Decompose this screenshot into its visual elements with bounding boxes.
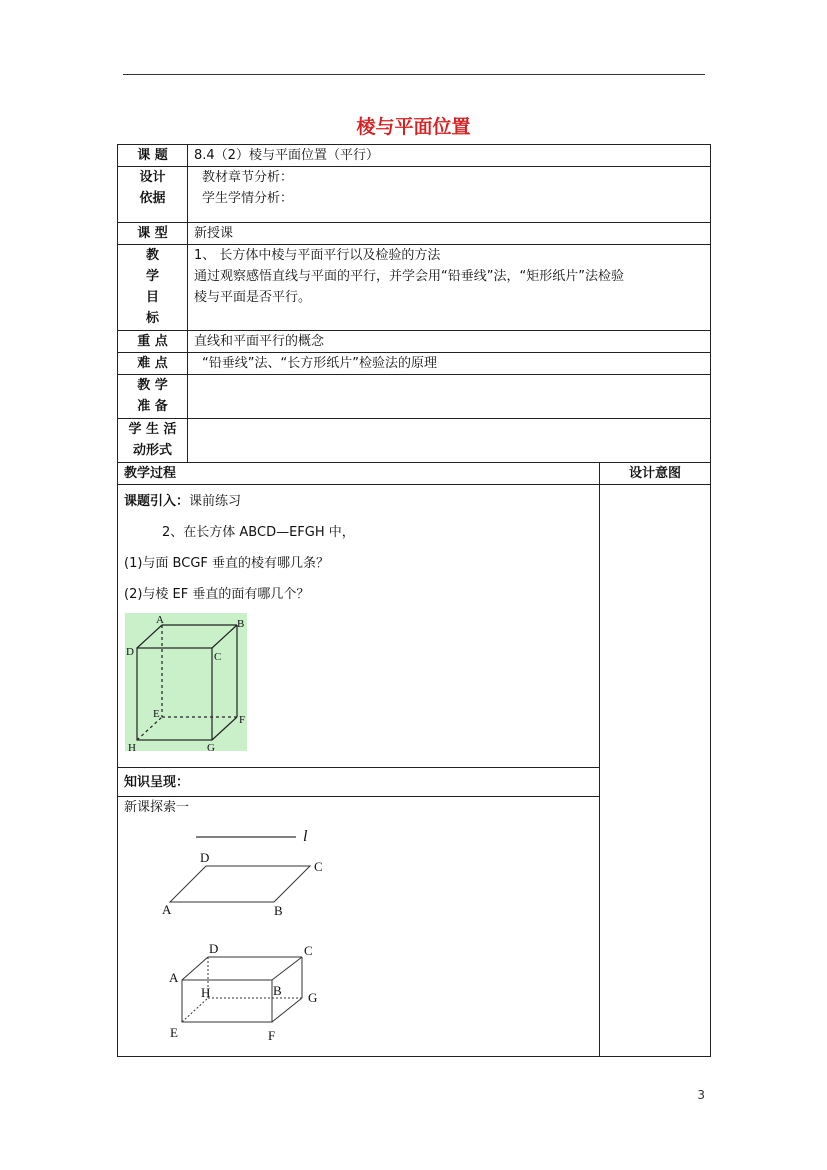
vertex-label: F	[239, 714, 246, 726]
process-header: 教学过程	[118, 463, 600, 485]
header-rule	[123, 74, 705, 75]
cuboid-figure-1	[125, 613, 250, 753]
vertex-label: G	[207, 742, 215, 753]
vertex-label: C	[314, 859, 323, 874]
vertex-label: E	[153, 708, 160, 720]
explore-label: 新课探索一	[124, 800, 190, 815]
line-plane-figure	[158, 824, 378, 920]
intent-header: 设计意图	[600, 463, 711, 485]
activity-label-line: 学 生 活	[128, 422, 177, 437]
key-point-label: 重 点	[118, 331, 188, 353]
basis-value	[188, 167, 711, 223]
prep-label	[118, 375, 188, 419]
goal-line: 1、 长方体中棱与平面平行以及检验的方法	[194, 248, 441, 263]
goal-value	[188, 245, 711, 331]
vertex-label: C	[214, 651, 222, 663]
topic-label: 课 题	[118, 145, 188, 167]
goal-line: 棱与平面是否平行。	[194, 290, 312, 305]
vertex-label: D	[209, 941, 219, 956]
goal-line: 通过观察感悟直线与平面的平行，并学会用“铅垂线”法，“矩形纸片”法检验	[194, 269, 624, 284]
intro-text: 课前练习	[189, 494, 242, 509]
activity-label	[118, 419, 188, 463]
type-value: 新授课	[188, 223, 711, 245]
vertex-label: C	[304, 943, 313, 958]
lesson-plan-table	[117, 144, 711, 1057]
basis-label-line-1: 设计	[139, 170, 166, 185]
difficulty-label: 难 点	[118, 353, 188, 375]
goal-label-char: 目	[145, 290, 159, 305]
prep-value	[188, 375, 711, 419]
page-title: 棱与平面位置	[356, 116, 471, 138]
basis-label	[118, 167, 188, 223]
basis-label-line-2: 依据	[139, 191, 166, 206]
vertex-label: F	[268, 1028, 276, 1043]
vertex-label: A	[169, 970, 179, 985]
line-label: l	[303, 828, 308, 845]
vertex-label: A	[162, 902, 172, 917]
difficulty-value: “铅垂线”法、“长方形纸片”检验法的原理	[188, 353, 711, 375]
vertex-label: G	[308, 990, 318, 1005]
goal-label	[118, 245, 188, 331]
explore-section	[118, 797, 600, 1057]
vertex-label: A	[156, 614, 164, 626]
question-1: (1)与面 BCGF 垂直的棱有哪几条？	[124, 556, 329, 571]
vertex-label: D	[200, 850, 210, 865]
goal-label-char: 学	[145, 269, 159, 284]
key-point-value: 直线和平面平行的概念	[188, 331, 711, 353]
student-analysis: 学生学情分析：	[202, 191, 294, 206]
vertex-label: D	[126, 646, 134, 658]
vertex-label: E	[170, 1025, 178, 1040]
page-number: 3	[697, 1088, 705, 1102]
question-2: (2)与棱 EF 垂直的面有哪几个？	[124, 587, 310, 602]
prep-label-line: 教 学	[137, 378, 168, 393]
figure-background	[125, 613, 247, 751]
textbook-analysis: 教材章节分析：	[202, 170, 294, 185]
goal-label-char: 标	[145, 311, 159, 326]
goal-label-char: 教	[145, 248, 159, 263]
type-label: 课 型	[118, 223, 188, 245]
question-intro: 2、在长方体 ABCD—EFGH 中，	[162, 525, 355, 540]
intent-column	[600, 485, 711, 1057]
vertex-label: H	[201, 985, 211, 1000]
vertex-label: B	[237, 618, 245, 630]
vertex-label: B	[273, 983, 282, 998]
prep-label-line: 准 备	[137, 399, 168, 414]
knowledge-label: 知识呈现：	[118, 768, 600, 797]
vertex-label: H	[128, 742, 136, 753]
vertex-label: B	[274, 903, 283, 918]
topic-value: 8.4（2）棱与平面位置（平行）	[188, 145, 711, 167]
activity-value	[188, 419, 711, 463]
intro-section	[118, 485, 600, 768]
intro-label: 课题引入：	[124, 494, 190, 509]
cuboid-figure-2	[164, 940, 364, 1050]
activity-label-line: 动形式	[132, 443, 172, 458]
